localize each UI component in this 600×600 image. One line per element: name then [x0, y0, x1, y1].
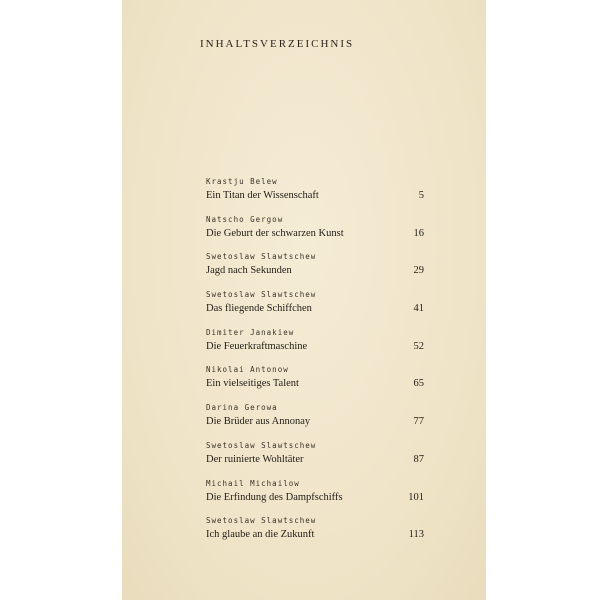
toc-author: Swetoslaw Slawtschew	[206, 440, 317, 450]
toc-entry	[206, 252, 424, 290]
toc-page-number: 29	[413, 265, 424, 277]
page-title: INHALTSVERZEICHNIS	[200, 38, 355, 50]
toc-page-number: 87	[413, 453, 424, 465]
toc-page-number: 113	[408, 529, 424, 541]
toc-entry	[206, 441, 424, 479]
toc-entry	[206, 215, 424, 253]
toc-entry	[206, 403, 424, 441]
table-of-contents	[206, 177, 424, 554]
toc-author: Swetoslaw Slawtschew	[206, 516, 317, 526]
toc-author: Michail Michailow	[206, 478, 300, 488]
toc-entry	[206, 290, 424, 328]
toc-title: Die Erfindung des Dampfschiffs	[206, 491, 343, 503]
toc-author: Nikolai Antonow	[206, 365, 289, 375]
toc-author: Darina Gerowa	[206, 403, 278, 413]
toc-title: Ich glaube an die Zukunft	[206, 529, 315, 541]
toc-entry	[206, 479, 424, 517]
toc-page-number: 65	[413, 378, 424, 390]
toc-page-number: 52	[413, 340, 424, 352]
toc-author: Dimiter Janakiew	[206, 327, 295, 337]
toc-page-number: 77	[413, 416, 424, 428]
toc-page-number: 5	[418, 190, 424, 201]
toc-author: Swetoslaw Slawtschew	[206, 290, 317, 300]
toc-title: Jagd nach Sekunden	[206, 265, 292, 277]
toc-page-number: 101	[408, 491, 424, 503]
toc-title: Ein vielseitiges Talent	[206, 378, 299, 390]
toc-title: Die Geburt der schwarzen Kunst	[206, 227, 344, 239]
toc-entry	[206, 177, 424, 215]
toc-title: Das fliegende Schiffchen	[206, 303, 312, 315]
toc-page-number: 41	[413, 303, 424, 315]
toc-title: Die Feuerkraftmaschine	[206, 340, 308, 352]
toc-page-number: 16	[413, 227, 424, 239]
toc-author: Swetoslaw Slawtschew	[206, 252, 317, 262]
toc-title: Ein Titan der Wissenschaft	[206, 190, 319, 201]
toc-entry	[206, 516, 424, 554]
toc-author: Krastju Belew	[206, 177, 278, 186]
toc-entry	[206, 365, 424, 403]
toc-author: Natscho Gergow	[206, 214, 284, 224]
toc-title: Die Brüder aus Annonay	[206, 416, 311, 428]
book-page	[122, 0, 486, 600]
toc-entry	[206, 328, 424, 366]
toc-title: Der ruinierte Wohltäter	[206, 453, 304, 465]
